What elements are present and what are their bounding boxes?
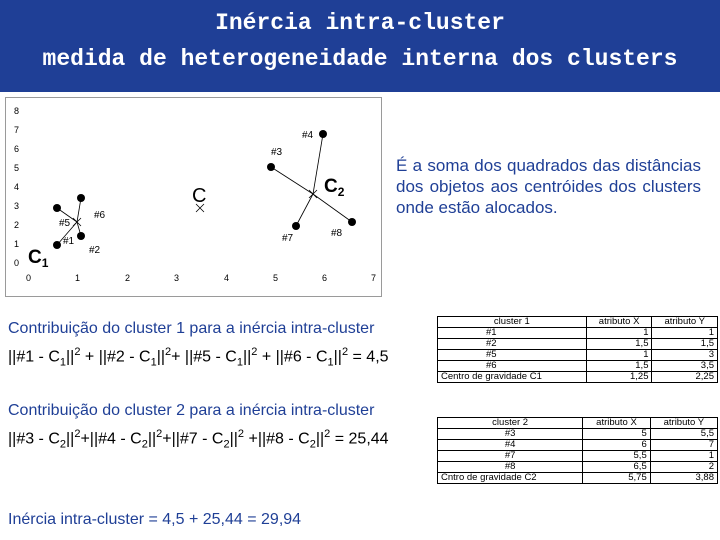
table-cell: 1,5 xyxy=(586,361,652,372)
table-cell: 1 xyxy=(586,350,652,361)
table-row xyxy=(438,372,718,383)
cluster2-table xyxy=(437,417,718,484)
centroid-c2-subscript: 2 xyxy=(337,185,345,199)
link-c2-8 xyxy=(313,194,352,222)
y-tick-4: 4 xyxy=(14,182,20,192)
page-subtitle: medida de heterogeneidade interna dos clusters xyxy=(42,46,678,72)
y-tick-5: 5 xyxy=(14,163,20,173)
y-tick-1: 1 xyxy=(14,239,20,249)
table-header-cell: cluster 1 xyxy=(438,317,587,328)
label-3: #3 xyxy=(271,147,283,158)
x-tick-7: 7 xyxy=(371,273,377,283)
section2-title: Contribuição do cluster 2 para a inércia intra-cluster xyxy=(8,402,375,419)
table-row xyxy=(438,462,718,473)
table-cell: 1 xyxy=(652,328,718,339)
y-tick-6: 6 xyxy=(14,144,20,154)
table-row xyxy=(438,473,718,484)
y-tick-0: 0 xyxy=(14,258,20,268)
centroid-c1-marker xyxy=(73,218,81,226)
link-c2-4 xyxy=(313,134,323,194)
point-3 xyxy=(267,163,275,171)
centroid-c2-letter: C xyxy=(324,176,338,197)
title-banner xyxy=(0,0,720,92)
centroid-c2-marker xyxy=(309,190,317,198)
table-cell: #7 xyxy=(438,451,583,462)
centroid-c1-label xyxy=(28,247,49,270)
global-centroid-label: C xyxy=(192,185,207,207)
table-header-cell: atributo Y xyxy=(652,317,718,328)
table-cell: 1,25 xyxy=(586,372,652,383)
x-tick-4: 4 xyxy=(224,273,230,283)
table-header xyxy=(438,418,718,429)
point-6 xyxy=(77,194,85,202)
table-cell: 2 xyxy=(650,462,717,473)
y-tick-2: 2 xyxy=(14,220,20,230)
centroid-c1-letter: C xyxy=(28,247,42,268)
point-7 xyxy=(292,222,300,230)
table-row xyxy=(438,361,718,372)
table-cell: 5,75 xyxy=(583,473,650,484)
scatter-svg xyxy=(6,98,381,296)
label-7: #7 xyxy=(282,233,294,244)
table-header-cell: atributo X xyxy=(583,418,650,429)
table-cell: 6,5 xyxy=(583,462,650,473)
x-tick-2: 2 xyxy=(125,273,131,283)
cluster1-table xyxy=(437,316,718,383)
point-2 xyxy=(77,232,85,240)
table-cell: #5 xyxy=(438,350,587,361)
table-cell: 1,5 xyxy=(586,339,652,350)
table-row xyxy=(438,339,718,350)
description-text: É a soma dos quadrados das distâncias dos objetos aos centróides dos clusters onde estão alocados. xyxy=(396,156,701,217)
table-row xyxy=(438,328,718,339)
label-1: #1 xyxy=(63,236,75,247)
y-tick-8: 8 xyxy=(14,106,20,116)
y-tick-7: 7 xyxy=(14,125,20,135)
page-title: Inércia intra-cluster xyxy=(215,10,505,36)
scatter-plot xyxy=(5,97,382,297)
section1-title: Contribuição do cluster 1 para a inércia intra-cluster xyxy=(8,320,375,337)
y-tick-3: 3 xyxy=(14,201,20,211)
label-2: #2 xyxy=(89,245,101,256)
table-cell: 5,5 xyxy=(583,451,650,462)
label-6: #6 xyxy=(94,210,106,221)
link-c2-7 xyxy=(296,194,313,226)
table-cell: #3 xyxy=(438,429,583,440)
section1-formula: ||#1 - $C_1||^2$ + ||#2 - $C_1||^2+$ ||#5 - $C_1||^2$ + ||#6 - $C_1||^2 = 4,5$ xyxy=(8,346,389,369)
point-4 xyxy=(319,130,327,138)
table-cell: #6 xyxy=(438,361,587,372)
table-cell: #8 xyxy=(438,462,583,473)
table-cell: 3,88 xyxy=(650,473,717,484)
table-cell: 5,5 xyxy=(650,429,717,440)
table-cell: #1 xyxy=(438,328,587,339)
centroid-c2-label xyxy=(324,176,345,199)
table-cell: 5 xyxy=(583,429,650,440)
x-tick-3: 3 xyxy=(174,273,180,283)
table-cell: 6 xyxy=(583,440,650,451)
point-5 xyxy=(53,204,61,212)
point-1 xyxy=(53,241,61,249)
table-cell: 2,25 xyxy=(652,372,718,383)
x-tick-0: 0 xyxy=(26,273,32,283)
x-tick-6: 6 xyxy=(322,273,328,283)
table-cell: 3,5 xyxy=(652,361,718,372)
table-row xyxy=(438,440,718,451)
label-8: #8 xyxy=(331,228,343,239)
link-c2-3 xyxy=(271,167,313,194)
table-row xyxy=(438,451,718,462)
table-header-cell: atributo Y xyxy=(650,418,717,429)
table-cell: 1 xyxy=(650,451,717,462)
table-header-cell: atributo X xyxy=(586,317,652,328)
table-header-cell: cluster 2 xyxy=(438,418,583,429)
table-cell: Centro de gravidade C1 xyxy=(438,372,587,383)
table-cell: 1 xyxy=(586,328,652,339)
table-header xyxy=(438,317,718,328)
table-cell: 1,5 xyxy=(652,339,718,350)
total-inertia-text: Inércia intra-cluster = 4,5 + 25,44 = 29,94 xyxy=(8,511,302,528)
table-cell: 7 xyxy=(650,440,717,451)
table-cell: 3 xyxy=(652,350,718,361)
point-8 xyxy=(348,218,356,226)
x-tick-1: 1 xyxy=(75,273,81,283)
table-row xyxy=(438,429,718,440)
table-row xyxy=(438,350,718,361)
section2-formula: ||#3 - $C_2||^2+||\#4$ - $C_2||^2+||\#7 - C_2||^2$ +||#8 - $C_2||^2 = 25,44$ xyxy=(8,428,389,451)
label-5: #5 xyxy=(59,218,71,229)
table-cell: Cntro de gravidade C2 xyxy=(438,473,583,484)
label-4: #4 xyxy=(302,130,314,141)
table-cell: #2 xyxy=(438,339,587,350)
table-cell: #4 xyxy=(438,440,583,451)
x-tick-5: 5 xyxy=(273,273,279,283)
centroid-c1-subscript: 1 xyxy=(41,256,49,270)
